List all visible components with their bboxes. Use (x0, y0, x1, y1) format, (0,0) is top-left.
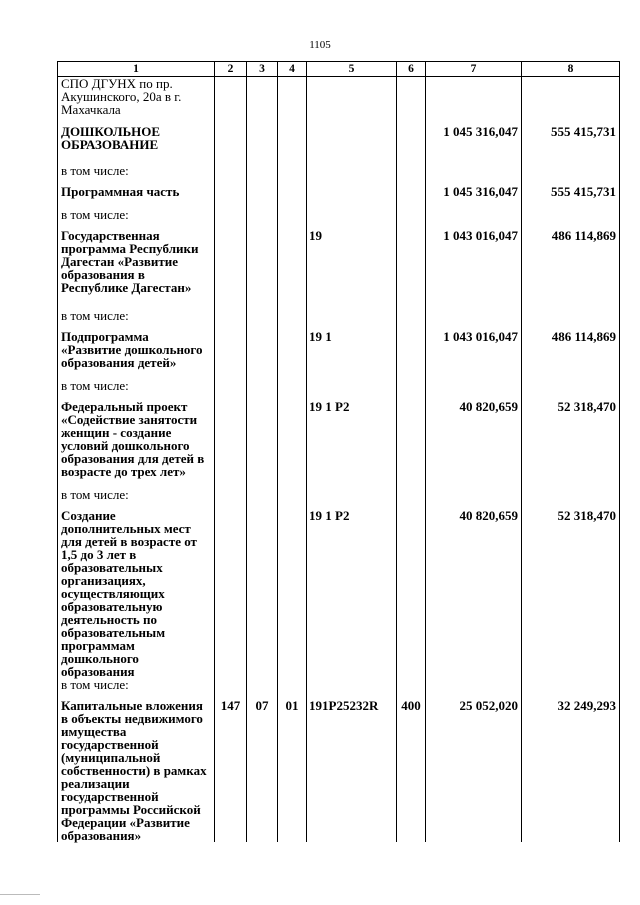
row-col7-cell: 25 052,020 (426, 699, 522, 842)
row-col3-cell (247, 125, 278, 164)
row-name-cell: в том числе: (58, 488, 215, 509)
row-col6-cell (397, 379, 426, 400)
row-col8-cell (522, 309, 620, 330)
row-col3-cell (247, 185, 278, 208)
row-col2-cell (215, 488, 247, 509)
row-col5-cell (307, 678, 397, 699)
row-col5-cell (307, 208, 397, 229)
column-header: 3 (247, 62, 278, 77)
row-col8-cell: 486 114,869 (522, 229, 620, 309)
row-col7-cell: 1 045 316,047 (426, 125, 522, 164)
row-col6-cell (397, 509, 426, 678)
row-col2-cell (215, 77, 247, 126)
row-col8-cell (522, 208, 620, 229)
row-col4-cell (278, 379, 307, 400)
row-col6-cell: 400 (397, 699, 426, 842)
row-col6-cell (397, 77, 426, 126)
row-col5-cell (307, 125, 397, 164)
row-col4-cell (278, 164, 307, 185)
row-col7-cell (426, 488, 522, 509)
row-col8-cell: 555 415,731 (522, 185, 620, 208)
row-name-cell: ДОШКОЛЬНОЕ ОБРАЗОВАНИЕ (58, 125, 215, 164)
column-header: 1 (58, 62, 215, 77)
table-row (58, 309, 620, 330)
table-row (58, 509, 620, 678)
row-col7-cell (426, 379, 522, 400)
column-header: 6 (397, 62, 426, 77)
table-row (58, 185, 620, 208)
column-header: 5 (307, 62, 397, 77)
row-col8-cell: 486 114,869 (522, 330, 620, 379)
row-col3-cell (247, 678, 278, 699)
row-col2-cell: 147 (215, 699, 247, 842)
row-col8-cell (522, 77, 620, 126)
table-row (58, 164, 620, 185)
row-name-cell: СПО ДГУНХ по пр. Акушинского, 20а в г. Махачкала (58, 77, 215, 126)
row-col3-cell (247, 164, 278, 185)
row-col4-cell (278, 229, 307, 309)
row-col5-cell: 191Р25232R (307, 699, 397, 842)
table-row (58, 699, 620, 842)
row-col3-cell (247, 229, 278, 309)
table-row (58, 229, 620, 309)
row-col4-cell (278, 208, 307, 229)
row-col5-cell (307, 379, 397, 400)
row-name-cell: в том числе: (58, 379, 215, 400)
row-col5-cell (307, 488, 397, 509)
row-col8-cell: 52 318,470 (522, 509, 620, 678)
row-name-cell: в том числе: (58, 309, 215, 330)
row-col8-cell (522, 379, 620, 400)
row-col7-cell: 1 043 016,047 (426, 330, 522, 379)
row-col5-cell: 19 1 Р2 (307, 400, 397, 488)
row-col5-cell (307, 164, 397, 185)
row-col5-cell (307, 185, 397, 208)
row-col2-cell (215, 185, 247, 208)
margin-line (0, 894, 40, 895)
row-name-cell: в том числе: (58, 208, 215, 229)
column-header: 7 (426, 62, 522, 77)
row-col2-cell (215, 379, 247, 400)
row-col6-cell (397, 185, 426, 208)
row-col7-cell: 40 820,659 (426, 509, 522, 678)
row-col2-cell (215, 164, 247, 185)
row-name-cell: Программная часть (58, 185, 215, 208)
row-col7-cell (426, 164, 522, 185)
row-name-cell: Федеральный проект «Содействие занятости женщин - создание условий дошкольного образования для детей в возрасте до трех лет» (58, 400, 215, 488)
row-col3-cell (247, 509, 278, 678)
budget-table (57, 61, 620, 842)
row-col3-cell (247, 488, 278, 509)
row-col2-cell (215, 229, 247, 309)
table-row (58, 208, 620, 229)
row-col6-cell (397, 330, 426, 379)
row-col4-cell: 01 (278, 699, 307, 842)
row-col4-cell (278, 678, 307, 699)
row-col3-cell (247, 208, 278, 229)
row-name-cell: Подпрограмма «Развитие дошкольного образования детей» (58, 330, 215, 379)
column-header: 2 (215, 62, 247, 77)
row-col2-cell (215, 309, 247, 330)
row-col4-cell (278, 185, 307, 208)
row-name-cell: Капитальные вложения в объекты недвижимого имущества государственной (муниципальной собственности) в рамках реализации государственной программы Российской Федерации «Развитие образования» (58, 699, 215, 842)
row-col5-cell: 19 1 (307, 330, 397, 379)
row-col7-cell (426, 309, 522, 330)
table-row (58, 400, 620, 488)
row-col2-cell (215, 330, 247, 379)
row-col4-cell (278, 400, 307, 488)
page-number: 1105 (309, 39, 331, 51)
row-col6-cell (397, 125, 426, 164)
row-col6-cell (397, 400, 426, 488)
row-name-cell: в том числе: (58, 678, 215, 699)
row-col6-cell (397, 229, 426, 309)
row-col6-cell (397, 678, 426, 699)
row-col3-cell (247, 309, 278, 330)
row-col5-cell: 19 1 Р2 (307, 509, 397, 678)
row-col7-cell (426, 77, 522, 126)
row-col6-cell (397, 208, 426, 229)
row-col3-cell: 07 (247, 699, 278, 842)
row-col8-cell (522, 164, 620, 185)
row-col2-cell (215, 208, 247, 229)
row-col4-cell (278, 488, 307, 509)
row-col3-cell (247, 379, 278, 400)
table-row (58, 77, 620, 126)
column-header: 4 (278, 62, 307, 77)
row-col8-cell: 32 249,293 (522, 699, 620, 842)
table-row (58, 488, 620, 509)
row-col2-cell (215, 400, 247, 488)
row-col4-cell (278, 77, 307, 126)
column-header: 8 (522, 62, 620, 77)
table-row (58, 125, 620, 164)
table-row (58, 678, 620, 699)
row-col6-cell (397, 488, 426, 509)
row-col8-cell (522, 488, 620, 509)
row-col3-cell (247, 330, 278, 379)
row-col3-cell (247, 400, 278, 488)
table-row (58, 379, 620, 400)
row-col7-cell (426, 678, 522, 699)
row-col7-cell (426, 208, 522, 229)
row-col8-cell: 555 415,731 (522, 125, 620, 164)
row-name-cell: Государственная программа Республики Дагестан «Развитие образования в Республике Дагестан» (58, 229, 215, 309)
row-col5-cell (307, 77, 397, 126)
row-name-cell: Создание дополнительных мест для детей в возрасте от 1,5 до 3 лет в образовательных организациях, осуществляющих образовательную деятельность по образовательным программам дошкольного образования (58, 509, 215, 678)
row-col3-cell (247, 77, 278, 126)
row-col4-cell (278, 330, 307, 379)
row-col5-cell: 19 (307, 229, 397, 309)
row-col6-cell (397, 309, 426, 330)
row-col2-cell (215, 678, 247, 699)
row-col8-cell (522, 678, 620, 699)
row-col6-cell (397, 164, 426, 185)
row-name-cell: в том числе: (58, 164, 215, 185)
column-header-row (58, 62, 620, 77)
row-col8-cell: 52 318,470 (522, 400, 620, 488)
row-col5-cell (307, 309, 397, 330)
table-row (58, 330, 620, 379)
row-col7-cell: 1 045 316,047 (426, 185, 522, 208)
row-col7-cell: 1 043 016,047 (426, 229, 522, 309)
row-col4-cell (278, 309, 307, 330)
row-col4-cell (278, 125, 307, 164)
row-col7-cell: 40 820,659 (426, 400, 522, 488)
row-col4-cell (278, 509, 307, 678)
row-col2-cell (215, 509, 247, 678)
row-col2-cell (215, 125, 247, 164)
